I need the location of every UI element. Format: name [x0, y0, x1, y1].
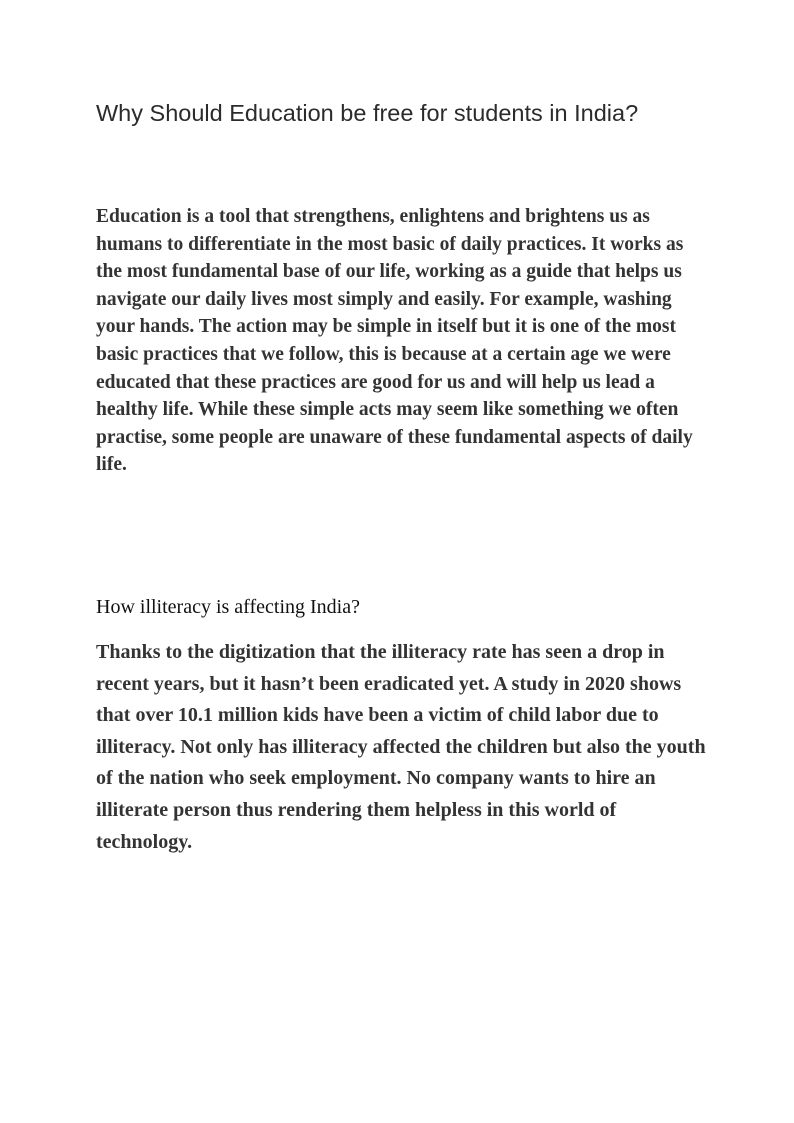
intro-paragraph: Education is a tool that strengthens, enlightens and brightens us as humans to differentiate in the most basic of daily practices. It works as the most fundamental base of our life, working as a guide that helps us navigate our daily lives most simply and easily. For example, washing your hands. The action may be simple in itself but it is one of the most basic practices that we follow, this is because at a certain age we were educated that these practices are good for us and will help us lead a healthy life. While these simple acts may seem like something we often practise, some people are unaware of these fundamental aspects of daily life. — [96, 206, 693, 476]
section-paragraph: Thanks to the digitization that the illiteracy rate has seen a drop in recent years, but it hasn’t been eradicated yet. A study in 2020 shows that over 10.1 million kids have been a victim of child labor due to illiteracy. Not only has illiteracy affected the children but also the youth of the nation who seek employment. No company wants to hire an illiterate person thus rendering them helpless in this world of technology. — [96, 641, 706, 853]
section-heading: How illiteracy is affecting India? — [96, 596, 360, 618]
page-title: Why Should Education be free for students in India? — [96, 100, 639, 126]
